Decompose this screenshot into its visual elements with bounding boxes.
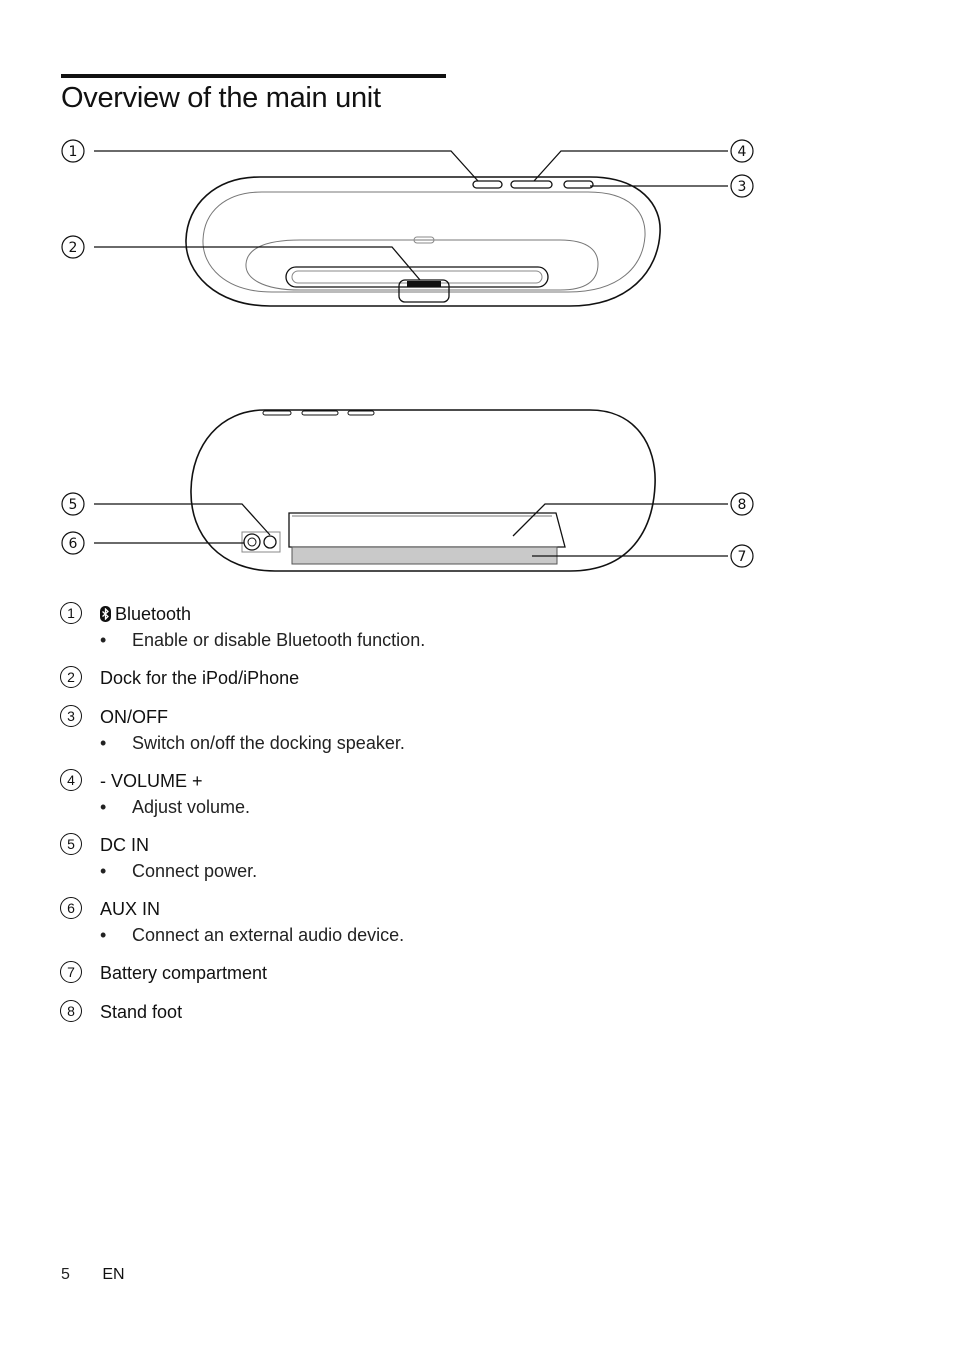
legend-item-dock <box>60 664 860 692</box>
callout-number-6: 6 <box>68 536 78 552</box>
bluetooth-icon <box>100 606 111 622</box>
legend-number: 4 <box>60 769 82 791</box>
legend-item-volume: 4 - VOLUME + • Adjust volume. <box>60 767 860 820</box>
legend-description: Connect power. <box>132 861 258 881</box>
page-footer <box>61 1266 125 1284</box>
legend-number: 8 <box>60 1000 82 1022</box>
callout-number-3: 3 <box>737 179 747 195</box>
legend-description: Enable or disable Bluetooth function. <box>132 630 426 650</box>
legend-description: Switch on/off the docking speaker. <box>132 733 405 753</box>
bottom-view-drawing <box>191 410 655 571</box>
callout-number-5: 5 <box>68 497 78 513</box>
legend-label: DC IN <box>100 835 149 855</box>
legend-item-on-off: 3 ON/OFF • Switch on/off the docking speaker. <box>60 703 860 756</box>
legend-label: ON/OFF <box>100 707 168 727</box>
legend-description: Adjust volume. <box>132 797 251 817</box>
legend-label: AUX IN <box>100 899 161 919</box>
legend-number: 5 <box>60 833 82 855</box>
legend-number: 1 <box>60 602 82 624</box>
callout-number-4: 4 <box>737 144 747 160</box>
legend-number: 2 <box>60 666 82 688</box>
callout-number-8: 8 <box>737 497 747 513</box>
language-code: EN <box>102 1266 125 1283</box>
callout-number-7: 7 <box>737 549 747 565</box>
legend-item-dc-in: 5 DC IN • Connect power. <box>60 831 860 884</box>
top-view-drawing <box>186 177 660 306</box>
legend-label: Battery compartment <box>100 963 268 983</box>
legend-list <box>60 600 860 1037</box>
unit-diagram <box>0 0 954 600</box>
callout-circles <box>62 140 753 567</box>
legend-number: 6 <box>60 897 82 919</box>
legend-label: Bluetooth <box>115 604 192 624</box>
legend-item-aux-in: 6 AUX IN • Connect an external audio device. <box>60 895 860 948</box>
legend-item-battery <box>60 959 860 987</box>
legend-description: Connect an external audio device. <box>132 925 405 945</box>
legend-number: 7 <box>60 961 82 983</box>
callout-number-2: 2 <box>68 240 78 256</box>
legend-label: Stand foot <box>100 1002 183 1022</box>
legend-label: Dock for the iPod/iPhone <box>100 668 300 688</box>
legend-number: 3 <box>60 705 82 727</box>
page-number: 5 <box>61 1266 70 1283</box>
page-title: Overview of the main unit <box>61 82 381 114</box>
callout-number-1: 1 <box>68 144 78 160</box>
legend-item-bluetooth: 1 Bluetooth • Enable or disable Bluetooth function. <box>60 600 860 653</box>
legend-label: - VOLUME + <box>100 771 203 791</box>
legend-item-stand-foot <box>60 998 860 1026</box>
